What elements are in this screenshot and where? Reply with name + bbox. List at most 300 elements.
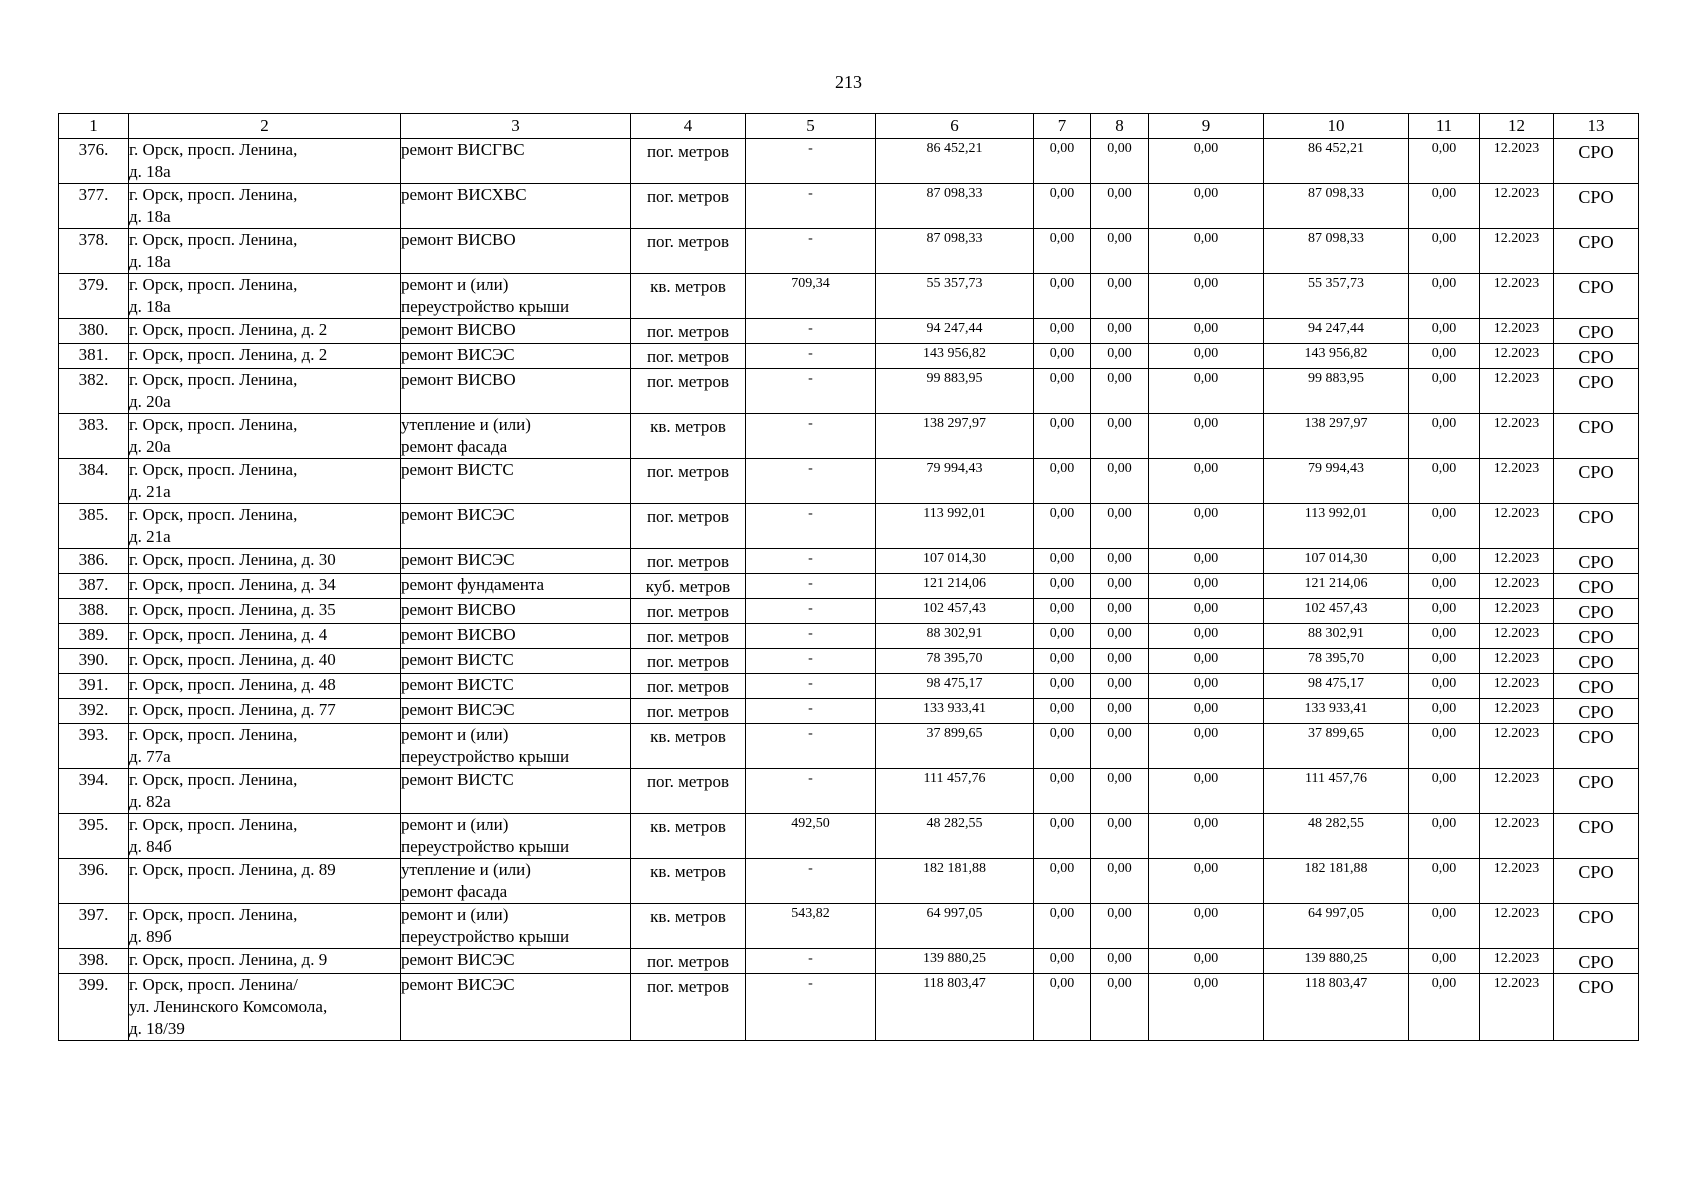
cell-col7: 0,00 bbox=[1034, 369, 1091, 414]
cell-col7: 0,00 bbox=[1034, 229, 1091, 274]
cell-col11: 0,00 bbox=[1409, 229, 1480, 274]
cell-completion-date: 12.2023 bbox=[1480, 414, 1554, 459]
cell-address: г. Орск, просп. Ленина, д. 77а bbox=[129, 724, 401, 769]
cell-total-cost: 121 214,06 bbox=[876, 574, 1034, 599]
cell-volume: - bbox=[746, 184, 876, 229]
cell-unit: пог. метров bbox=[631, 319, 746, 344]
cell-unit: пог. метров bbox=[631, 459, 746, 504]
cell-completion-date: 12.2023 bbox=[1480, 184, 1554, 229]
cell-col7: 0,00 bbox=[1034, 724, 1091, 769]
cell-total-cost: 64 997,05 bbox=[876, 904, 1034, 949]
cell-col7: 0,00 bbox=[1034, 274, 1091, 319]
cell-unit: кв. метров bbox=[631, 859, 746, 904]
cell-total-cost: 48 282,55 bbox=[876, 814, 1034, 859]
cell-unit: пог. метров bbox=[631, 949, 746, 974]
cell-col9: 0,00 bbox=[1149, 649, 1264, 674]
cell-col8: 0,00 bbox=[1091, 574, 1149, 599]
cell-program: СРО bbox=[1554, 949, 1639, 974]
cell-volume: - bbox=[746, 624, 876, 649]
cell-completion-date: 12.2023 bbox=[1480, 859, 1554, 904]
cell-col11: 0,00 bbox=[1409, 769, 1480, 814]
column-header: 12 bbox=[1480, 114, 1554, 139]
cell-col9: 0,00 bbox=[1149, 699, 1264, 724]
cell-address: г. Орск, просп. Ленина, д. 35 bbox=[129, 599, 401, 624]
cell-work-type: ремонт ВИСВО bbox=[401, 599, 631, 624]
cell-col10: 64 997,05 bbox=[1264, 904, 1409, 949]
cell-completion-date: 12.2023 bbox=[1480, 974, 1554, 1041]
cell-col11: 0,00 bbox=[1409, 139, 1480, 184]
cell-col10: 143 956,82 bbox=[1264, 344, 1409, 369]
cell-col11: 0,00 bbox=[1409, 624, 1480, 649]
cell-address: г. Орск, просп. Ленина, д. 77 bbox=[129, 699, 401, 724]
cell-col10: 133 933,41 bbox=[1264, 699, 1409, 724]
cell-unit: пог. метров bbox=[631, 139, 746, 184]
cell-completion-date: 12.2023 bbox=[1480, 949, 1554, 974]
cell-program: СРО bbox=[1554, 974, 1639, 1041]
cell-col9: 0,00 bbox=[1149, 769, 1264, 814]
cell-address: г. Орск, просп. Ленина, д. 48 bbox=[129, 674, 401, 699]
cell-col9: 0,00 bbox=[1149, 414, 1264, 459]
cell-col8: 0,00 bbox=[1091, 344, 1149, 369]
cell-volume: - bbox=[746, 414, 876, 459]
cell-col9: 0,00 bbox=[1149, 459, 1264, 504]
cell-col9: 0,00 bbox=[1149, 549, 1264, 574]
cell-col9: 0,00 bbox=[1149, 319, 1264, 344]
cell-col11: 0,00 bbox=[1409, 574, 1480, 599]
cell-col8: 0,00 bbox=[1091, 674, 1149, 699]
cell-col11: 0,00 bbox=[1409, 319, 1480, 344]
cell-total-cost: 87 098,33 bbox=[876, 229, 1034, 274]
cell-col10: 102 457,43 bbox=[1264, 599, 1409, 624]
cell-completion-date: 12.2023 bbox=[1480, 344, 1554, 369]
capital-repair-table bbox=[58, 113, 1639, 1041]
cell-col9: 0,00 bbox=[1149, 504, 1264, 549]
cell-col9: 0,00 bbox=[1149, 974, 1264, 1041]
table-row bbox=[59, 599, 1639, 624]
table-row bbox=[59, 859, 1639, 904]
cell-address: г. Орск, просп. Ленина, д. 20а bbox=[129, 414, 401, 459]
cell-total-cost: 118 803,47 bbox=[876, 974, 1034, 1041]
cell-volume: - bbox=[746, 699, 876, 724]
cell-work-type: утепление и (или) ремонт фасада bbox=[401, 414, 631, 459]
cell-col7: 0,00 bbox=[1034, 649, 1091, 674]
cell-col10: 88 302,91 bbox=[1264, 624, 1409, 649]
cell-work-type: ремонт ВИСЭС bbox=[401, 699, 631, 724]
cell-volume: - bbox=[746, 319, 876, 344]
cell-col8: 0,00 bbox=[1091, 949, 1149, 974]
table-row bbox=[59, 974, 1639, 1041]
cell-program: СРО bbox=[1554, 674, 1639, 699]
column-header: 6 bbox=[876, 114, 1034, 139]
cell-col7: 0,00 bbox=[1034, 974, 1091, 1041]
cell-volume: - bbox=[746, 599, 876, 624]
cell-work-type: ремонт ВИСТС bbox=[401, 459, 631, 504]
cell-row-number: 397. bbox=[59, 904, 129, 949]
cell-col9: 0,00 bbox=[1149, 344, 1264, 369]
cell-unit: пог. метров bbox=[631, 369, 746, 414]
cell-total-cost: 138 297,97 bbox=[876, 414, 1034, 459]
cell-completion-date: 12.2023 bbox=[1480, 674, 1554, 699]
cell-col8: 0,00 bbox=[1091, 549, 1149, 574]
cell-col7: 0,00 bbox=[1034, 504, 1091, 549]
cell-col8: 0,00 bbox=[1091, 414, 1149, 459]
cell-address: г. Орск, просп. Ленина, д. 34 bbox=[129, 574, 401, 599]
cell-program: СРО bbox=[1554, 814, 1639, 859]
cell-address: г. Орск, просп. Ленина, д. 30 bbox=[129, 549, 401, 574]
cell-work-type: ремонт ВИСТС bbox=[401, 649, 631, 674]
cell-total-cost: 133 933,41 bbox=[876, 699, 1034, 724]
cell-completion-date: 12.2023 bbox=[1480, 274, 1554, 319]
cell-unit: пог. метров bbox=[631, 504, 746, 549]
cell-col11: 0,00 bbox=[1409, 699, 1480, 724]
cell-completion-date: 12.2023 bbox=[1480, 549, 1554, 574]
cell-col9: 0,00 bbox=[1149, 904, 1264, 949]
cell-volume: - bbox=[746, 649, 876, 674]
cell-program: СРО bbox=[1554, 859, 1639, 904]
cell-completion-date: 12.2023 bbox=[1480, 599, 1554, 624]
cell-program: СРО bbox=[1554, 904, 1639, 949]
cell-col8: 0,00 bbox=[1091, 229, 1149, 274]
cell-work-type: ремонт и (или) переустройство крыши bbox=[401, 814, 631, 859]
cell-work-type: ремонт и (или) переустройство крыши bbox=[401, 274, 631, 319]
table-row bbox=[59, 504, 1639, 549]
cell-work-type: ремонт и (или) переустройство крыши bbox=[401, 904, 631, 949]
cell-col10: 138 297,97 bbox=[1264, 414, 1409, 459]
cell-total-cost: 79 994,43 bbox=[876, 459, 1034, 504]
cell-unit: пог. метров bbox=[631, 549, 746, 574]
cell-col9: 0,00 bbox=[1149, 599, 1264, 624]
column-header: 3 bbox=[401, 114, 631, 139]
cell-unit: куб. метров bbox=[631, 574, 746, 599]
cell-work-type: ремонт ВИСЭС bbox=[401, 344, 631, 369]
cell-address: г. Орск, просп. Ленина, д. 82а bbox=[129, 769, 401, 814]
cell-program: СРО bbox=[1554, 414, 1639, 459]
cell-completion-date: 12.2023 bbox=[1480, 139, 1554, 184]
cell-col7: 0,00 bbox=[1034, 549, 1091, 574]
cell-completion-date: 12.2023 bbox=[1480, 624, 1554, 649]
cell-total-cost: 86 452,21 bbox=[876, 139, 1034, 184]
cell-col8: 0,00 bbox=[1091, 724, 1149, 769]
cell-row-number: 390. bbox=[59, 649, 129, 674]
cell-completion-date: 12.2023 bbox=[1480, 814, 1554, 859]
cell-col11: 0,00 bbox=[1409, 369, 1480, 414]
cell-col9: 0,00 bbox=[1149, 624, 1264, 649]
cell-program: СРО bbox=[1554, 599, 1639, 624]
cell-volume: - bbox=[746, 674, 876, 699]
cell-unit: кв. метров bbox=[631, 274, 746, 319]
cell-volume: 492,50 bbox=[746, 814, 876, 859]
cell-col10: 107 014,30 bbox=[1264, 549, 1409, 574]
cell-volume: - bbox=[746, 549, 876, 574]
cell-unit: кв. метров bbox=[631, 414, 746, 459]
cell-program: СРО bbox=[1554, 649, 1639, 674]
table-row bbox=[59, 459, 1639, 504]
table-row bbox=[59, 674, 1639, 699]
cell-col8: 0,00 bbox=[1091, 859, 1149, 904]
cell-col9: 0,00 bbox=[1149, 859, 1264, 904]
column-header: 4 bbox=[631, 114, 746, 139]
cell-address: г. Орск, просп. Ленина, д. 40 bbox=[129, 649, 401, 674]
cell-volume: - bbox=[746, 949, 876, 974]
cell-col8: 0,00 bbox=[1091, 369, 1149, 414]
table-row bbox=[59, 814, 1639, 859]
table-row bbox=[59, 414, 1639, 459]
table-row bbox=[59, 769, 1639, 814]
cell-address: г. Орск, просп. Ленина, д. 89 bbox=[129, 859, 401, 904]
cell-work-type: ремонт ВИСЭС bbox=[401, 549, 631, 574]
table-row bbox=[59, 549, 1639, 574]
cell-volume: - bbox=[746, 229, 876, 274]
cell-total-cost: 102 457,43 bbox=[876, 599, 1034, 624]
cell-work-type: ремонт ВИСХВС bbox=[401, 184, 631, 229]
cell-program: СРО bbox=[1554, 769, 1639, 814]
cell-completion-date: 12.2023 bbox=[1480, 319, 1554, 344]
cell-col9: 0,00 bbox=[1149, 949, 1264, 974]
cell-col7: 0,00 bbox=[1034, 699, 1091, 724]
cell-total-cost: 94 247,44 bbox=[876, 319, 1034, 344]
cell-col9: 0,00 bbox=[1149, 139, 1264, 184]
cell-program: СРО bbox=[1554, 459, 1639, 504]
cell-total-cost: 78 395,70 bbox=[876, 649, 1034, 674]
cell-completion-date: 12.2023 bbox=[1480, 904, 1554, 949]
cell-row-number: 378. bbox=[59, 229, 129, 274]
cell-row-number: 399. bbox=[59, 974, 129, 1041]
column-header: 1 bbox=[59, 114, 129, 139]
cell-col7: 0,00 bbox=[1034, 624, 1091, 649]
cell-col8: 0,00 bbox=[1091, 319, 1149, 344]
cell-volume: - bbox=[746, 769, 876, 814]
cell-address: г. Орск, просп. Ленина, д. 18а bbox=[129, 274, 401, 319]
cell-col8: 0,00 bbox=[1091, 184, 1149, 229]
cell-program: СРО bbox=[1554, 139, 1639, 184]
cell-unit: пог. метров bbox=[631, 649, 746, 674]
cell-col8: 0,00 bbox=[1091, 649, 1149, 674]
column-header: 10 bbox=[1264, 114, 1409, 139]
cell-unit: пог. метров bbox=[631, 674, 746, 699]
cell-total-cost: 139 880,25 bbox=[876, 949, 1034, 974]
cell-total-cost: 98 475,17 bbox=[876, 674, 1034, 699]
cell-col11: 0,00 bbox=[1409, 649, 1480, 674]
cell-program: СРО bbox=[1554, 574, 1639, 599]
cell-completion-date: 12.2023 bbox=[1480, 504, 1554, 549]
cell-completion-date: 12.2023 bbox=[1480, 699, 1554, 724]
cell-col10: 111 457,76 bbox=[1264, 769, 1409, 814]
cell-col11: 0,00 bbox=[1409, 274, 1480, 319]
cell-address: г. Орск, просп. Ленина, д. 21а bbox=[129, 504, 401, 549]
cell-completion-date: 12.2023 bbox=[1480, 229, 1554, 274]
cell-row-number: 380. bbox=[59, 319, 129, 344]
cell-address: г. Орск, просп. Ленина, д. 89б bbox=[129, 904, 401, 949]
table-row bbox=[59, 574, 1639, 599]
cell-col9: 0,00 bbox=[1149, 229, 1264, 274]
cell-row-number: 396. bbox=[59, 859, 129, 904]
cell-col10: 113 992,01 bbox=[1264, 504, 1409, 549]
cell-col10: 121 214,06 bbox=[1264, 574, 1409, 599]
cell-volume: - bbox=[746, 459, 876, 504]
cell-work-type: ремонт ВИСВО bbox=[401, 624, 631, 649]
cell-col7: 0,00 bbox=[1034, 599, 1091, 624]
table-row bbox=[59, 724, 1639, 769]
cell-col7: 0,00 bbox=[1034, 904, 1091, 949]
cell-address: г. Орск, просп. Ленина, д. 20а bbox=[129, 369, 401, 414]
cell-col8: 0,00 bbox=[1091, 624, 1149, 649]
cell-address: г. Орск, просп. Ленина, д. 21а bbox=[129, 459, 401, 504]
cell-row-number: 381. bbox=[59, 344, 129, 369]
cell-col9: 0,00 bbox=[1149, 724, 1264, 769]
cell-row-number: 389. bbox=[59, 624, 129, 649]
cell-completion-date: 12.2023 bbox=[1480, 769, 1554, 814]
column-header: 13 bbox=[1554, 114, 1639, 139]
cell-total-cost: 87 098,33 bbox=[876, 184, 1034, 229]
cell-total-cost: 107 014,30 bbox=[876, 549, 1034, 574]
cell-completion-date: 12.2023 bbox=[1480, 724, 1554, 769]
cell-col8: 0,00 bbox=[1091, 904, 1149, 949]
cell-total-cost: 113 992,01 bbox=[876, 504, 1034, 549]
cell-col11: 0,00 bbox=[1409, 904, 1480, 949]
cell-col10: 87 098,33 bbox=[1264, 184, 1409, 229]
column-header: 11 bbox=[1409, 114, 1480, 139]
cell-program: СРО bbox=[1554, 549, 1639, 574]
cell-total-cost: 99 883,95 bbox=[876, 369, 1034, 414]
cell-col7: 0,00 bbox=[1034, 574, 1091, 599]
cell-row-number: 386. bbox=[59, 549, 129, 574]
cell-col11: 0,00 bbox=[1409, 459, 1480, 504]
cell-col10: 78 395,70 bbox=[1264, 649, 1409, 674]
cell-volume: - bbox=[746, 504, 876, 549]
cell-col9: 0,00 bbox=[1149, 369, 1264, 414]
cell-col11: 0,00 bbox=[1409, 674, 1480, 699]
cell-completion-date: 12.2023 bbox=[1480, 649, 1554, 674]
cell-program: СРО bbox=[1554, 699, 1639, 724]
cell-row-number: 394. bbox=[59, 769, 129, 814]
table-body bbox=[59, 114, 1639, 1041]
cell-col8: 0,00 bbox=[1091, 459, 1149, 504]
column-header: 5 bbox=[746, 114, 876, 139]
cell-col11: 0,00 bbox=[1409, 344, 1480, 369]
column-header: 8 bbox=[1091, 114, 1149, 139]
cell-col7: 0,00 bbox=[1034, 184, 1091, 229]
cell-row-number: 391. bbox=[59, 674, 129, 699]
cell-unit: пог. метров bbox=[631, 769, 746, 814]
cell-col7: 0,00 bbox=[1034, 319, 1091, 344]
cell-col9: 0,00 bbox=[1149, 274, 1264, 319]
cell-volume: 543,82 bbox=[746, 904, 876, 949]
table-row bbox=[59, 904, 1639, 949]
cell-col9: 0,00 bbox=[1149, 574, 1264, 599]
cell-completion-date: 12.2023 bbox=[1480, 369, 1554, 414]
cell-col10: 118 803,47 bbox=[1264, 974, 1409, 1041]
cell-col11: 0,00 bbox=[1409, 724, 1480, 769]
cell-row-number: 377. bbox=[59, 184, 129, 229]
table-row bbox=[59, 319, 1639, 344]
cell-work-type: ремонт ВИСТС bbox=[401, 674, 631, 699]
column-header: 9 bbox=[1149, 114, 1264, 139]
cell-address: г. Орск, просп. Ленина, д. 2 bbox=[129, 344, 401, 369]
cell-unit: кв. метров bbox=[631, 724, 746, 769]
cell-volume: - bbox=[746, 139, 876, 184]
cell-address: г. Орск, просп. Ленина, д. 2 bbox=[129, 319, 401, 344]
cell-row-number: 395. bbox=[59, 814, 129, 859]
cell-address: г. Орск, просп. Ленина, д. 4 bbox=[129, 624, 401, 649]
cell-col10: 79 994,43 bbox=[1264, 459, 1409, 504]
cell-work-type: ремонт ВИСВО bbox=[401, 369, 631, 414]
table-header-row bbox=[59, 114, 1639, 139]
page-number: 213 bbox=[835, 72, 862, 92]
cell-total-cost: 111 457,76 bbox=[876, 769, 1034, 814]
cell-work-type: ремонт фундамента bbox=[401, 574, 631, 599]
cell-col8: 0,00 bbox=[1091, 504, 1149, 549]
cell-work-type: ремонт ВИСЭС bbox=[401, 974, 631, 1041]
cell-col10: 48 282,55 bbox=[1264, 814, 1409, 859]
cell-col8: 0,00 bbox=[1091, 814, 1149, 859]
cell-total-cost: 88 302,91 bbox=[876, 624, 1034, 649]
cell-col7: 0,00 bbox=[1034, 769, 1091, 814]
cell-unit: пог. метров bbox=[631, 344, 746, 369]
cell-col11: 0,00 bbox=[1409, 814, 1480, 859]
cell-address: г. Орск, просп. Ленина, д. 18а bbox=[129, 184, 401, 229]
cell-row-number: 376. bbox=[59, 139, 129, 184]
cell-col10: 94 247,44 bbox=[1264, 319, 1409, 344]
cell-col10: 98 475,17 bbox=[1264, 674, 1409, 699]
cell-col7: 0,00 bbox=[1034, 674, 1091, 699]
cell-address: г. Орск, просп. Ленина, д. 18а bbox=[129, 229, 401, 274]
cell-unit: пог. метров bbox=[631, 599, 746, 624]
cell-col11: 0,00 bbox=[1409, 549, 1480, 574]
cell-col8: 0,00 bbox=[1091, 769, 1149, 814]
cell-total-cost: 55 357,73 bbox=[876, 274, 1034, 319]
cell-col11: 0,00 bbox=[1409, 859, 1480, 904]
cell-completion-date: 12.2023 bbox=[1480, 574, 1554, 599]
cell-total-cost: 182 181,88 bbox=[876, 859, 1034, 904]
cell-unit: пог. метров bbox=[631, 229, 746, 274]
cell-program: СРО bbox=[1554, 274, 1639, 319]
cell-col7: 0,00 bbox=[1034, 859, 1091, 904]
table-row bbox=[59, 139, 1639, 184]
cell-volume: - bbox=[746, 344, 876, 369]
cell-col9: 0,00 bbox=[1149, 184, 1264, 229]
cell-col7: 0,00 bbox=[1034, 814, 1091, 859]
table-row bbox=[59, 274, 1639, 319]
cell-col8: 0,00 bbox=[1091, 974, 1149, 1041]
cell-col11: 0,00 bbox=[1409, 974, 1480, 1041]
cell-col11: 0,00 bbox=[1409, 949, 1480, 974]
cell-row-number: 388. bbox=[59, 599, 129, 624]
cell-address: г. Орск, просп. Ленина/ ул. Ленинского Комсомола, д. 18/39 bbox=[129, 974, 401, 1041]
column-header: 7 bbox=[1034, 114, 1091, 139]
cell-unit: кв. метров bbox=[631, 904, 746, 949]
cell-col9: 0,00 bbox=[1149, 814, 1264, 859]
cell-address: г. Орск, просп. Ленина, д. 84б bbox=[129, 814, 401, 859]
cell-col8: 0,00 bbox=[1091, 139, 1149, 184]
table-row bbox=[59, 344, 1639, 369]
cell-row-number: 382. bbox=[59, 369, 129, 414]
cell-col10: 87 098,33 bbox=[1264, 229, 1409, 274]
cell-volume: - bbox=[746, 974, 876, 1041]
table-row bbox=[59, 624, 1639, 649]
cell-col10: 55 357,73 bbox=[1264, 274, 1409, 319]
cell-col10: 139 880,25 bbox=[1264, 949, 1409, 974]
cell-volume: - bbox=[746, 574, 876, 599]
cell-col11: 0,00 bbox=[1409, 184, 1480, 229]
cell-col7: 0,00 bbox=[1034, 344, 1091, 369]
cell-volume: - bbox=[746, 859, 876, 904]
cell-total-cost: 37 899,65 bbox=[876, 724, 1034, 769]
cell-row-number: 379. bbox=[59, 274, 129, 319]
cell-col7: 0,00 bbox=[1034, 459, 1091, 504]
table-row bbox=[59, 649, 1639, 674]
cell-program: СРО bbox=[1554, 504, 1639, 549]
cell-total-cost: 143 956,82 bbox=[876, 344, 1034, 369]
